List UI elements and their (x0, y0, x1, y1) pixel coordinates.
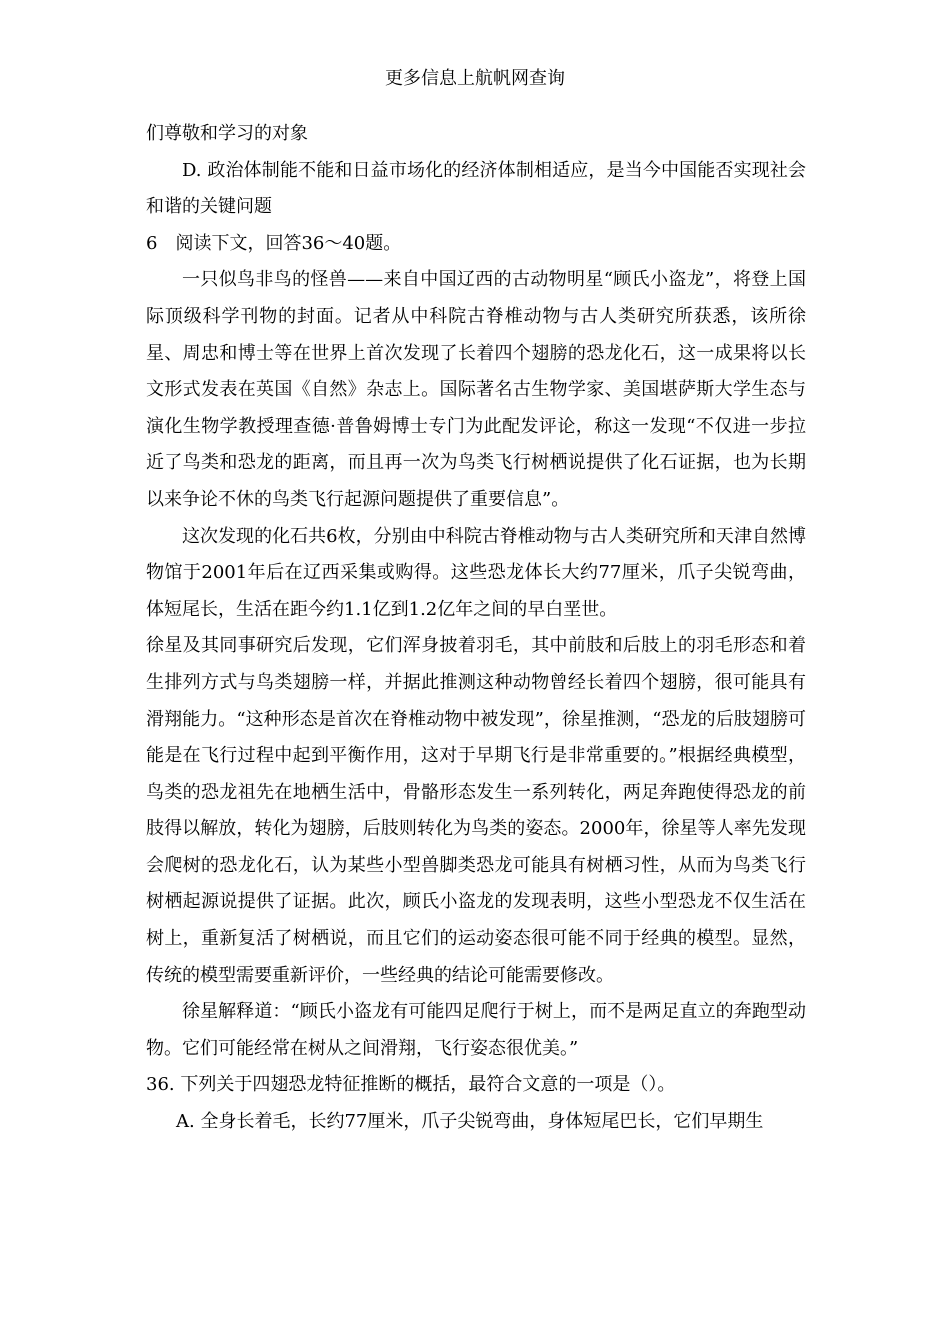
paragraph-quote: 徐星解释道：“顾氏小盗龙有可能四足爬行于树上，而不是两足直立的奔跑型动物。它们可能经常在树从之间滑翔，飞行姿态很优美。” (146, 1001, 806, 1059)
paragraph-intro: 一只似鸟非鸟的怪兽——来自中国辽西的古动物明星“顾氏小盗龙”，将登上国际顶级科学刊物的封面。记者从中科院古脊椎动物与古人类研究所获悉，该所徐星、周忠和博士等在世界上首次发现了长着四个翅膀的恐龙化石，这一成果将以长文形式发表在英国《自然》杂志上。国际著名古生物学家、美国堪萨斯大学生态与演化生物学教授理查德·普鲁姆博士专门为此配发评论，称这一发现“不仅进一步拉近了鸟类和恐龙的距离，而且再一次为鸟类飞行树栖说提供了化石证据，也为长期以来争论不休的鸟类飞行起源问题提供了重要信息”。 (146, 269, 806, 510)
paragraph-continuation: 们尊敬和学习的对象 (146, 123, 308, 144)
option-a: A. 全身长着毛，长约77厘米，爪子尖锐弯曲，身体短尾巴长，它们早期生 (176, 1111, 764, 1133)
option-d: D. 政治体制能不能和日益市场化的经济体制相适应，是当今中国能否实现社会和谐的关键问题 (146, 159, 806, 218)
paragraph-fossils: 这次发现的化石共6枚，分别由中科院古脊椎动物与古人类研究所和天津自然博物馆于2001年后在辽西采集或购得。这些恐龙体长大约77厘米，爪子尖锐弯曲，体短尾长，生活在距今约1.1亿到1.2亿年之间的早白垩世。 (146, 525, 806, 620)
question-36: 36. 下列关于四翅恐龙特征推断的概括，最符合文意的一项是（）。 (146, 1074, 676, 1096)
paragraph-research: 徐星及其同事研究后发现，它们浑身披着羽毛，其中前肢和后肢上的羽毛形态和着生排列方式与鸟类翅膀一样，并据此推测这种动物曾经长着四个翅膀，很可能具有滑翔能力。“这种形态是首次在脊椎动物中被发现”，徐星推测，“恐龙的后肢翅膀可能是在飞行过程中起到平衡作用，这对于早期飞行是非常重要的。”根据经典模型，鸟类的恐龙祖先在地栖生活中，骨骼形态发生一系列转化，两足奔跑使得恐龙的前肢得以解放，转化为翅膀，后肢则转化为鸟类的姿态。2000年，徐星等人率先发现会爬树的恐龙化石，认为某些小型兽脚类恐龙可能具有树栖习性，从而为鸟类飞行树栖起源说提供了证据。此次，顾氏小盗龙的发现表明，这些小型恐龙不仅生活在树上，重新复活了树栖说，而且它们的运动姿态很可能不同于经典的模型。显然，传统的模型需要重新评价，一些经典的结论可能需要修改。 (146, 635, 806, 986)
page-header: 更多信息上航帆网查询 (385, 68, 565, 89)
document-body (146, 116, 806, 1141)
question-heading: 6 阅读下文，回答36～40题。 (146, 232, 402, 254)
